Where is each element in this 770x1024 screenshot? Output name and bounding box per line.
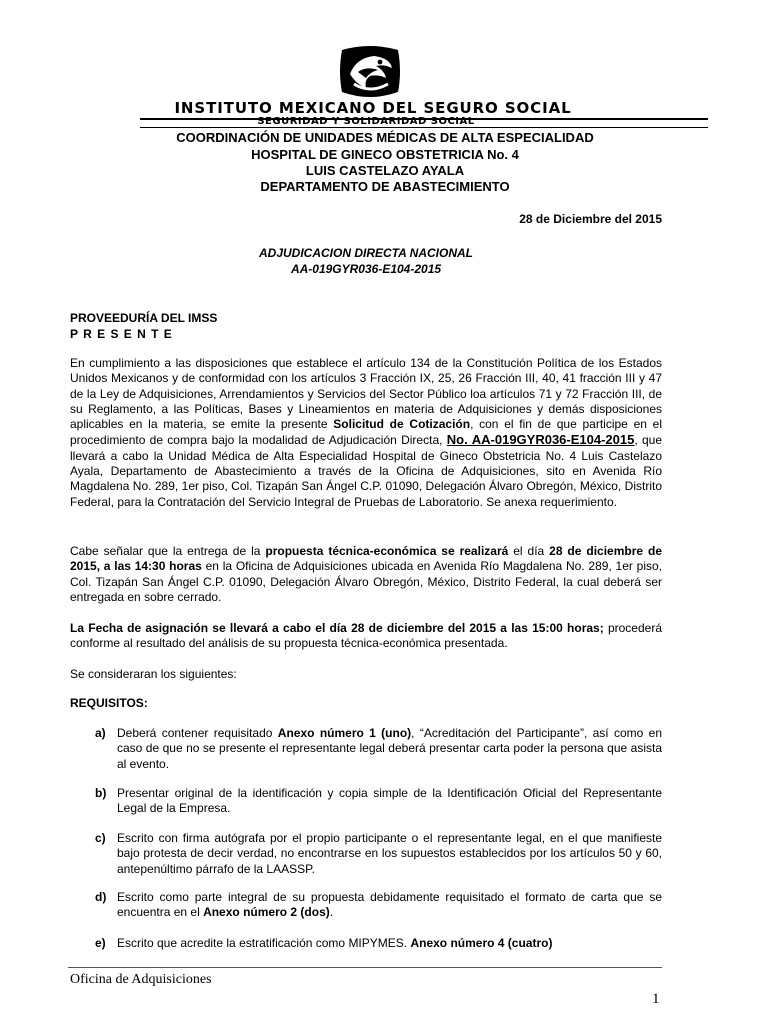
procedure-code: AA-019GYR036-E104-2015 xyxy=(290,262,442,276)
requirement-item: Deberá contener requisitado Anexo número 1 (uno), “Acreditación del Participante”, así como en caso de que no se presente el representante legal deberá presentar carta poder la persona que asista al evento. xyxy=(117,726,663,771)
requirement-letter: e) xyxy=(95,936,106,950)
header-line-4: DEPARTAMENTO DE ABASTECIMIENTO xyxy=(260,179,510,194)
requirement-item: Escrito que acredite la estratificación como MIPYMES. Anexo número 4 (cuatro) xyxy=(117,936,553,950)
paragraph-intro: En cumplimiento a las disposiciones que establece el artículo 134 de la Constitución Política de los Estados Unidos Mexicanos y de conformidad con los artículos 3 Fracción IX, 25, 26 Fracción III, 40, 41 fracción III y 47 de la Ley de Adquisiciones, Arrendamientos y Servicios del Sector Público loa artículos 71 y 72 Fracción III, de su Reglamento, a las Políticas, Bases y Lineamientos en materia de Adquisiciones y demás disposiciones aplicables en la materia, se emite la presente Solicitud de Cotización, con el fin de que participe en el procedimiento de compra bajo la modalidad de Adjudicación Directa, No. AA-019GYR036-E104-2015, que llevará a cabo la Unidad Médica de Alta Especialidad Hospital de Gineco Obstetricia No. 4 Luis Castelazo Ayala, Departamento de Abastecimiento a través de la Oficina de Adquisiciones, sito en Avenida Río Magdalena No. 289, 1er piso, Col. Tizapán San Ángel C.P. 01090, Delegación Álvaro Obregón, México, Distrito Federal, para la Contratación del Servicio Integral de Pruebas de Laboratorio. Se anexa requerimiento. xyxy=(70,356,662,509)
requirement-letter: d) xyxy=(95,890,107,904)
requirement-letter: c) xyxy=(95,831,106,845)
procedure-code-ref: No. AA-019GYR036-E104-2015 xyxy=(446,432,635,448)
institution-motto: SEGURIDAD Y SOLIDARIDAD SOCIAL xyxy=(257,116,475,127)
imss-eagle-logo-icon xyxy=(332,44,408,100)
letterhead-rule-lower xyxy=(140,127,708,128)
requirement-item: Escrito como parte integral de su propuesta debidamente requisitado el formato de carta que se encuentra en el Anexo número 2 (dos). xyxy=(117,890,662,920)
requirement-letter: a) xyxy=(95,726,106,740)
requirement-letter: b) xyxy=(95,786,107,800)
addressee-presente: P R E S E N T E xyxy=(70,327,173,341)
paragraph-assignment: La Fecha de asignación se llevará a cabo el día 28 de diciembre del 2015 a las 15:00 horas; procederá conforme al resultado del análisis de su propuesta técnica-económica presentada. xyxy=(70,621,662,651)
requirement-item: Presentar original de la identificación y copia simple de la Identificación Oficial del Representante Legal de la Empresa. xyxy=(117,786,662,816)
procedure-type: ADJUDICACION DIRECTA NACIONAL xyxy=(259,246,473,260)
paragraph-considerations: Se consideraran los siguientes: xyxy=(70,667,237,681)
footer-office: Oficina de Adquisiciones xyxy=(70,972,212,987)
header-line-2: HOSPITAL DE GINECO OBSTETRICIA No. 4 xyxy=(251,147,519,162)
addressee-name: PROVEEDURÍA DEL IMSS xyxy=(70,311,218,325)
paragraph-delivery: Cabe señalar que la entrega de la propuesta técnica-económica se realizará el día 28 de diciembre de 2015, a las 14:30 horas en la Oficina de Adquisiciones ubicada en Avenida Río Magdalena No. 289, 1er piso, Col. Tizapán San Ángel C.P. 01090, Delegación Álvaro Obregón, México, Distrito Federal, la cual deberá ser entregada en sobre cerrado. xyxy=(70,544,663,604)
footer-rule xyxy=(68,967,662,968)
letter-date: 28 de Diciembre del 2015 xyxy=(519,212,662,226)
requirement-item: Escrito con firma autógrafa por el propio participante o el representante legal, en el que manifieste bajo protesta de decir verdad, no encontrarse en los supuestos establecidos por los artículos 50 y 60, antepenúltimo párrafo de la LAASSP. xyxy=(117,831,662,876)
institution-name: INSTITUTO MEXICANO DEL SEGURO SOCIAL xyxy=(174,99,572,117)
page-number: 1 xyxy=(652,991,660,1007)
header-line-1: COORDINACIÓN DE UNIDADES MÉDICAS DE ALTA ESPECIALIDAD xyxy=(176,130,594,145)
requirements-title: REQUISITOS: xyxy=(70,696,148,710)
header-line-3: LUIS CASTELAZO AYALA xyxy=(305,163,465,178)
